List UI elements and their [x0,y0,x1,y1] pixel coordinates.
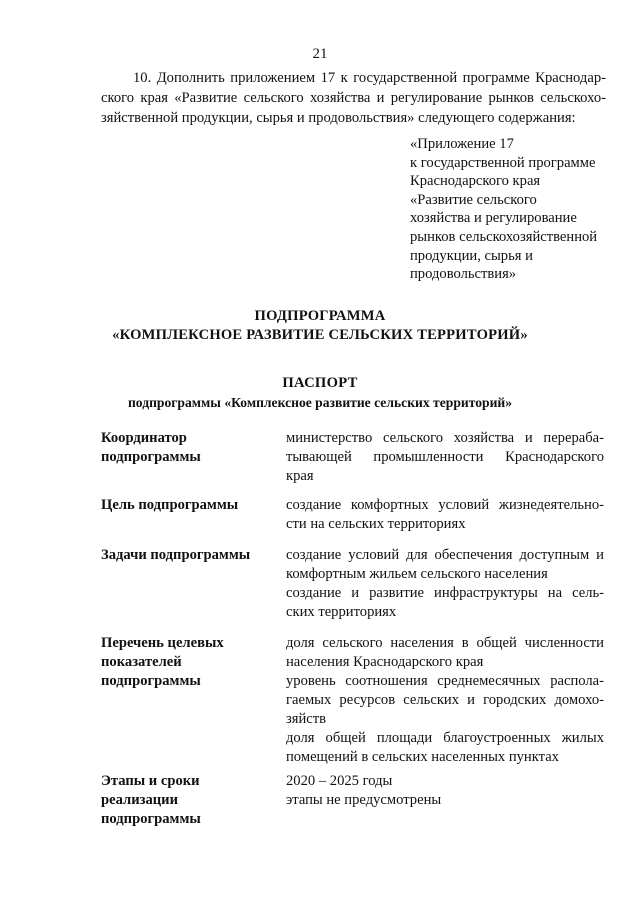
appendix-line: «Приложение 17 [410,136,514,152]
value-line: 2020 – 2025 годы [286,773,393,789]
appendix-line: рынков сельскохозяйственной [410,228,598,245]
intro-line: 10. Дополнить приложением 17 к государственной программе Краснодар- [133,70,606,86]
value-line: создание и развитие инфраструктуры на сель- [286,585,604,601]
intro-paragraph [101,68,606,128]
label-line: Перечень целевых [101,635,224,651]
subprogram-title-line: «КОМПЛЕКСНОЕ РАЗВИТИЕ СЕЛЬСКИХ ТЕРРИТОРИЙ» [112,327,528,343]
value-line: ских территориях [286,604,397,620]
page-number: 21 [312,46,328,62]
row-label [101,429,271,467]
value-line: доля общей площади благоустроенных жилых [286,730,604,746]
intro-line: зяйственной продукции, сырья и продовольствия» следующего содержания: [101,110,576,126]
label-line: подпрограммы [101,449,201,465]
value-line: тывающей промышленности Краснодарского [286,449,604,465]
row-value [286,772,604,810]
value-line: министерство сельского хозяйства и перераба- [286,430,604,446]
passport-subheading: подпрограммы «Комплексное развитие сельских территорий» [127,395,513,410]
row-label [101,496,271,515]
value-line: зяйств [286,711,327,727]
value-line: этапы не предусмотрены [286,792,442,808]
label-line: Этапы и сроки [101,773,200,789]
subprogram-title-line: ПОДПРОГРАММА [254,308,386,324]
row-label [101,634,271,691]
value-line: гаемых ресурсов сельских и городских домохо- [286,692,604,708]
row-label [101,772,271,829]
label-line: Цель подпрограммы [101,497,239,513]
label-line: подпрограммы [101,811,201,827]
label-line: подпрограммы [101,673,201,689]
appendix-line: продукции, сырья и [410,247,533,264]
appendix-line: продовольствия» [410,266,517,283]
label-line: реализации [101,792,179,808]
passport-heading: ПАСПОРТ [282,375,358,391]
label-line: Задачи подпрограммы [101,547,251,563]
appendix-line: Краснодарского края [410,173,541,190]
appendix-line: «Развитие сельского [410,191,537,208]
value-line: создание комфортных условий жизнедеятельно- [286,497,604,513]
intro-line: ского края «Развитие сельского хозяйства и регулирование рынков сельскохо- [101,90,606,106]
appendix-line: хозяйства и регулирование [410,210,577,227]
row-label [101,546,271,565]
label-line: Координатор [101,430,187,446]
row-value [286,496,604,534]
passport-title [0,374,640,412]
appendix-note [410,135,610,284]
label-line: показателей [101,654,182,670]
row-value [286,634,604,767]
value-line: создание условий для обеспечения доступным и [286,547,604,563]
subprogram-title [0,307,640,345]
value-line: населения Краснодарского края [286,654,484,670]
value-line: комфортным жильем сельского населения [286,566,548,582]
row-value [286,429,604,486]
appendix-line: к государственной программе [410,154,596,171]
value-line: сти на сельских территориях [286,516,466,532]
value-line: края [286,468,314,484]
row-value [286,546,604,622]
value-line: уровень соотношения среднемесячных распола- [286,673,604,689]
value-line: помещений в сельских населенных пунктах [286,749,559,765]
value-line: доля сельского населения в общей численности [286,635,604,651]
